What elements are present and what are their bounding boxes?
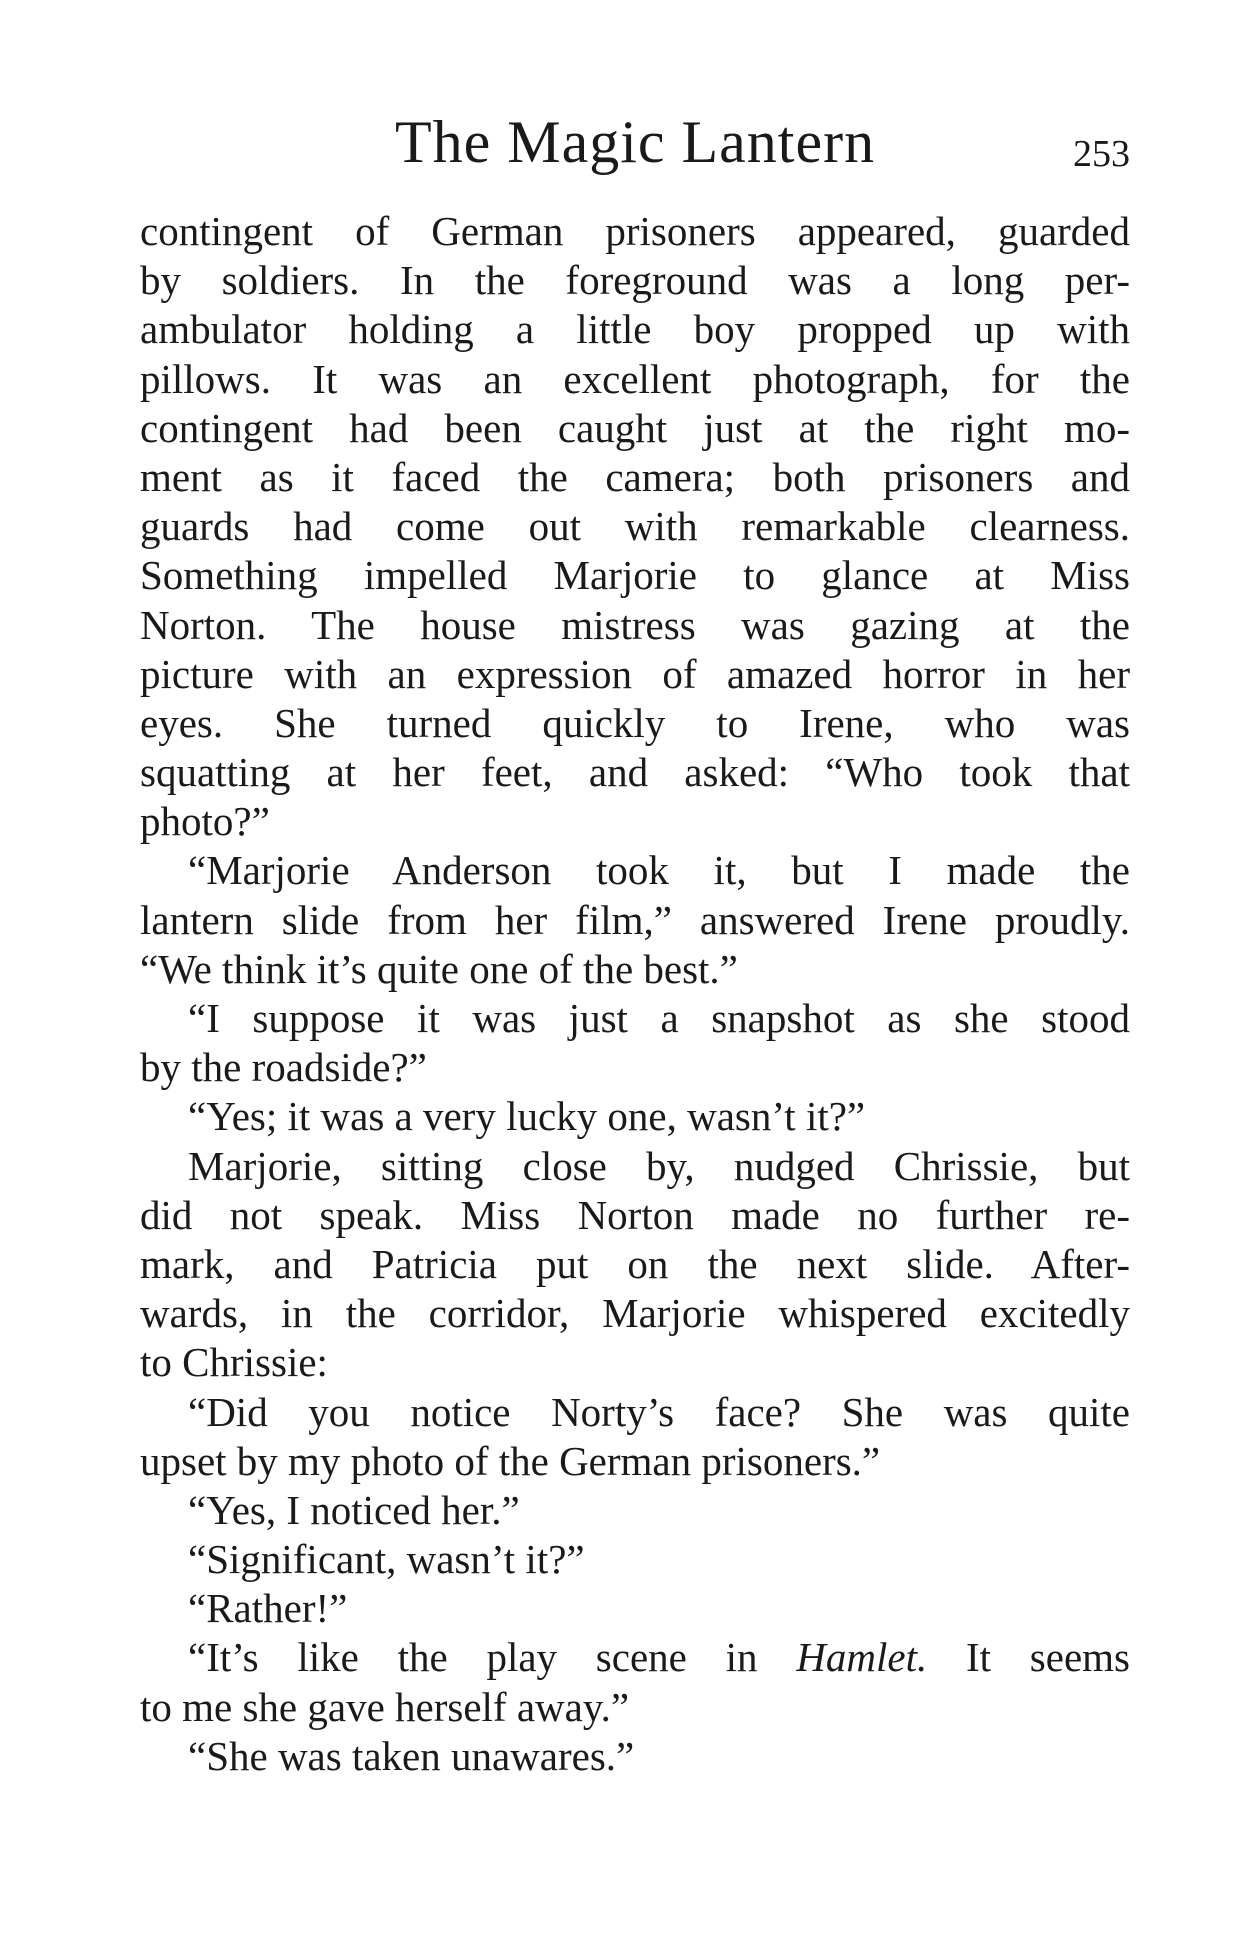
text-line: ment as it faced the camera; both prisoners and — [140, 453, 1130, 500]
page-header — [140, 102, 1130, 182]
running-title: The Magic Lantern — [394, 109, 876, 175]
text-line: Marjorie, sitting close by, nudged Chrissie, but — [188, 1142, 1130, 1189]
text-line: guards had come out with remarkable clearness. — [140, 503, 1130, 550]
text-line: “I suppose it was just a snapshot as she stood — [188, 995, 1130, 1041]
text-line: picture with an expression of amazed horror in her — [140, 650, 1130, 697]
text-line: pillows. It was an excellent photograph, for the — [140, 355, 1130, 402]
text-line: by the roadside?” — [140, 1044, 427, 1091]
text-line: “Marjorie Anderson took it, but I made the — [188, 847, 1130, 894]
text-line: “Rather!” — [188, 1585, 348, 1632]
text-line: “Significant, wasn’t it?” — [188, 1536, 585, 1583]
text-line: photo?” — [140, 798, 270, 845]
text-line: Norton. The house mistress was gazing at the — [140, 601, 1130, 648]
text-line: mark, and Patricia put on the next slide. After- — [140, 1240, 1130, 1287]
text-line: “We think it’s quite one of the best.” — [140, 945, 738, 992]
text-line: Something impelled Marjorie to glance at Miss — [140, 552, 1130, 599]
text-line: ambulator holding a little boy propped up with — [140, 306, 1130, 353]
text-line: contingent of German prisoners appeared, guarded — [140, 208, 1130, 254]
text-line: “Did you notice Norty’s face? She was quite — [188, 1388, 1130, 1435]
text-line: to Chrissie: — [140, 1339, 328, 1386]
body-text — [140, 207, 1130, 1781]
text-line: “Yes, I noticed her.” — [188, 1486, 520, 1533]
text-line: by soldiers. In the foreground was a long per- — [140, 257, 1130, 304]
text-line: lantern slide from her film,” answered Irene proudly. — [140, 896, 1130, 943]
text-line: “She was taken unawares.” — [188, 1732, 635, 1779]
text-line: “It’s like the play scene in Hamlet. It seems — [188, 1634, 1131, 1681]
text-line: squatting at her feet, and asked: “Who took that — [140, 749, 1130, 796]
text-line: “Yes; it was a very lucky one, wasn’t it?” — [188, 1093, 866, 1140]
text-line: did not speak. Miss Norton made no further re- — [140, 1191, 1130, 1238]
page-number: 253 — [1073, 133, 1130, 175]
text-line: contingent had been caught just at the right mo- — [140, 404, 1130, 451]
text-line: upset by my photo of the German prisoners.” — [140, 1437, 881, 1484]
text-line: wards, in the corridor, Marjorie whispered excitedly — [140, 1290, 1130, 1337]
text-line: to me she gave herself away.” — [140, 1683, 630, 1730]
text-line: eyes. She turned quickly to Irene, who was — [140, 699, 1130, 746]
italic-title: Hamlet. — [796, 1634, 928, 1681]
